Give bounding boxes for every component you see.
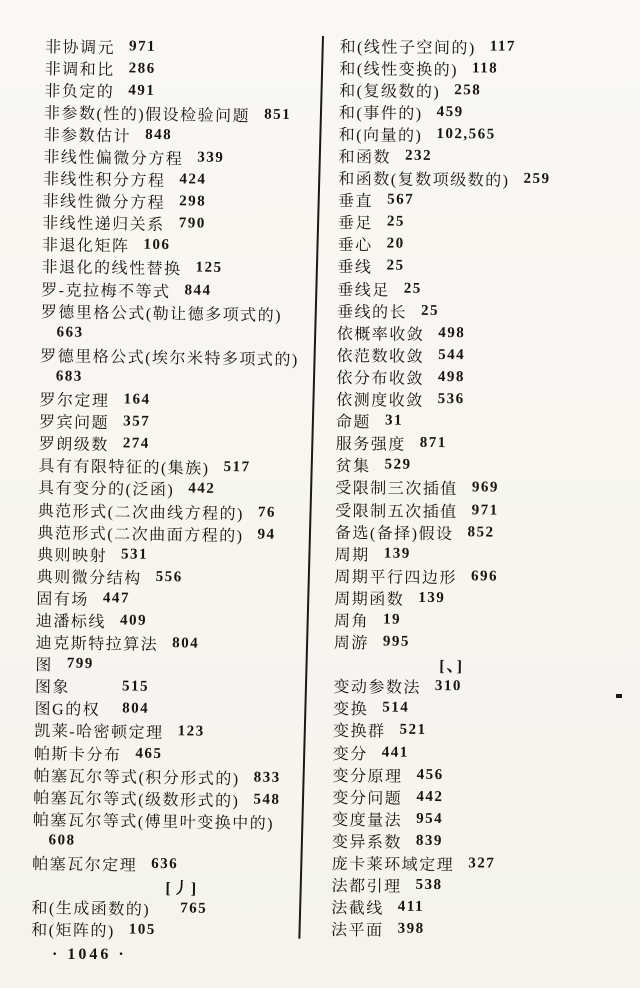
entry-term: 变异系数 [331, 833, 403, 852]
entry-page: 844 [184, 281, 212, 299]
index-entry [335, 520, 623, 545]
entry-term: 周角 [333, 612, 370, 631]
entry-page: 515 [121, 678, 150, 696]
index-entry [40, 343, 320, 369]
entry-term: 法平面 [331, 922, 384, 940]
page-number: · 1046 · [52, 946, 127, 963]
index-entry [41, 299, 321, 325]
entry-term: 非线性微分方程 [42, 193, 166, 213]
entry-page: 871 [419, 435, 447, 452]
entry-term: 罗德里格公式(埃尔米特多项式的) [40, 347, 299, 369]
entry-term: 变分 [332, 745, 368, 763]
entry-term: 垂线足 [337, 281, 390, 300]
entry-term: 非调和比 [44, 60, 115, 79]
entry-page: 765 [180, 900, 208, 917]
entry-page: 696 [470, 568, 499, 585]
entry-term: 和(线性子空间的) [339, 38, 476, 57]
entry-page: 969 [471, 479, 499, 497]
entry-term: 固有场 [36, 590, 89, 609]
entry-term: 和函数 [338, 149, 392, 167]
entry-page: 456 [416, 766, 444, 783]
entry-term: 帕塞瓦尔等式(级数形式的) [33, 789, 240, 810]
entry-term: 命题 [335, 414, 372, 432]
entry-page: 286 [128, 60, 156, 77]
entry-page: 521 [399, 722, 427, 739]
entry-term: 变动参数法 [333, 679, 422, 698]
entry-page: 556 [155, 568, 183, 586]
entry-page: 839 [415, 832, 444, 849]
entry-term: 依测度收敛 [336, 392, 424, 410]
index-entry [331, 918, 619, 943]
entry-term: 迪潘标线 [35, 613, 107, 632]
entry-term: 帕斯卡分布 [33, 745, 122, 764]
index-entry [338, 211, 626, 236]
entry-term: 典范形式(二次曲线方程的) [37, 502, 245, 523]
index-entry [334, 586, 622, 611]
entry-term: 帕塞瓦尔等式(积分形式的) [33, 767, 240, 788]
entry-page: 608 [48, 832, 76, 849]
entry-page: 529 [384, 456, 412, 474]
entry-term: 非负定的 [44, 82, 115, 101]
entry-page: 94 [257, 526, 276, 543]
entry-page: 25 [420, 302, 440, 319]
entry-term: 变换群 [332, 723, 386, 741]
left-column [31, 34, 325, 944]
index-entry [338, 233, 626, 258]
entry-term: 垂直 [338, 193, 374, 211]
entry-term: 罗-克拉梅不等式 [41, 281, 171, 301]
entry-term: 依概率收敛 [336, 325, 425, 344]
entry-term: 非参数(性的)假设检验问题 [43, 104, 251, 126]
entry-page: 833 [253, 769, 281, 786]
entry-term: 罗尔定理 [39, 392, 110, 411]
entry-page: 139 [383, 545, 411, 562]
entry-term: 垂线的长 [336, 303, 408, 322]
entry-term: 备选(备择)假设 [334, 524, 454, 543]
right-column [331, 34, 628, 943]
entry-page: 447 [102, 589, 131, 607]
entry-term: 法都引理 [331, 878, 402, 896]
entry-page: 25 [386, 257, 405, 275]
index-entry [334, 631, 622, 656]
entry-term: 非退化的线性替换 [41, 259, 182, 279]
entry-page: 790 [178, 215, 206, 232]
entry-page: 164 [123, 391, 151, 408]
entry-page: 258 [454, 81, 482, 99]
entry-term: 典范形式(二次曲面方程的) [37, 524, 244, 545]
entry-page: 544 [438, 346, 466, 364]
index-entry [32, 851, 312, 877]
entry-term: 垂心 [337, 237, 373, 255]
entry-term: 和(向量的) [338, 126, 423, 145]
entry-term: 受限制五次插值 [335, 502, 458, 521]
entry-term: 非退化矩阵 [41, 237, 130, 256]
entry-page: 411 [397, 898, 425, 916]
entry-page: 442 [416, 788, 444, 805]
entry-term: 凯莱-哈密顿定理 [34, 723, 164, 743]
entry-page: 498 [437, 368, 465, 386]
entry-term: 垂足 [337, 215, 373, 233]
scan-artifact [616, 694, 622, 698]
entry-page: 536 [437, 391, 465, 408]
entry-page: 804 [172, 635, 200, 652]
entry-page: 531 [120, 546, 149, 563]
entry-term: 图G的权 [34, 701, 101, 720]
entry-term: 贫集 [335, 458, 371, 476]
entry-term: 周游 [333, 635, 369, 653]
entry-page: 139 [418, 589, 446, 606]
entry-page: 636 [151, 855, 179, 873]
entry-page: 424 [179, 171, 207, 188]
entry-term: 受限制三次插值 [335, 480, 458, 499]
entry-page: 274 [122, 435, 150, 453]
entry-page: 663 [56, 324, 84, 341]
entry-page: 683 [55, 368, 83, 385]
entry-term: 帕塞瓦尔定理 [32, 856, 138, 875]
entry-term: 垂线 [337, 259, 373, 277]
entry-page: 971 [128, 37, 157, 55]
entry-term: 非线性积分方程 [42, 171, 166, 191]
entry-page: 954 [416, 810, 444, 827]
entry-page: 465 [135, 745, 163, 762]
entry-page: 459 [436, 103, 464, 121]
entry-term: 帕塞瓦尔等式(傅里叶变换中的) [32, 811, 275, 833]
entry-page: 538 [415, 876, 443, 894]
entry-page: 123 [177, 723, 205, 741]
entry-term: 和(线性变换的) [339, 60, 459, 79]
entry-page: 31 [384, 412, 404, 429]
entry-term: 非参数估计 [43, 127, 132, 146]
entry-term: 具有变分的(泛函) [37, 480, 175, 500]
entry-term: 变换 [333, 701, 369, 719]
entry-term: 图 [35, 657, 53, 675]
entry-page: 105 [128, 921, 156, 939]
entry-page: 498 [438, 324, 466, 342]
entry-page: 491 [128, 82, 156, 99]
entry-page: 310 [434, 678, 463, 695]
entry-term: 变分原理 [332, 767, 403, 786]
entry-term: 罗德里格公式(勒让德多项式的) [40, 303, 283, 325]
entry-page: 804 [122, 700, 150, 718]
entry-page: 232 [404, 147, 433, 164]
entry-page: 517 [223, 459, 251, 476]
entry-page: 106 [143, 237, 171, 254]
entry-page: 514 [382, 699, 410, 717]
entry-term: 和(复级数的) [339, 82, 441, 101]
entry-term: 典则映射 [36, 546, 108, 565]
index-entry [338, 167, 626, 192]
entry-page: 259 [523, 170, 551, 188]
entry-page: 102,565 [436, 125, 496, 143]
entry-page: 441 [381, 744, 409, 761]
entry-page: 125 [195, 259, 223, 277]
index-entry [338, 189, 626, 214]
entry-page: 357 [123, 413, 151, 430]
entry-term: 依分布收敛 [336, 369, 424, 388]
entry-term: 非线性偏微分方程 [43, 149, 184, 169]
entry-page: 852 [467, 523, 495, 541]
entry-term: 周期函数 [334, 590, 405, 609]
entry-term: 图象 [34, 679, 71, 697]
entry-term: 变度量法 [332, 811, 403, 830]
entry-page: 298 [179, 193, 207, 210]
entry-term: 和(事件的) [338, 104, 423, 123]
entry-page: 548 [253, 791, 281, 808]
entry-term: 依范数收敛 [336, 347, 425, 366]
entry-term: 罗朗级数 [38, 436, 109, 455]
entry-page: 19 [383, 611, 402, 628]
entry-page: 971 [471, 501, 499, 519]
entry-page: 848 [145, 126, 173, 144]
entry-page: 117 [489, 38, 517, 55]
index-entry [36, 631, 316, 657]
entry-term: 庞卡莱环域定理 [331, 856, 455, 875]
section-marker: [、] [439, 658, 465, 676]
entry-term: 非协调元 [44, 38, 116, 57]
entry-page: 442 [188, 480, 216, 498]
entry-term: 服务强度 [335, 436, 406, 454]
entry-term: 罗宾问题 [38, 414, 110, 433]
index-entry [31, 918, 311, 944]
index-entry [336, 388, 624, 413]
entry-page: 567 [387, 191, 415, 208]
entry-term: 和(生成函数的) [31, 900, 151, 920]
entry-page: 118 [471, 59, 499, 77]
entry-page: 851 [264, 106, 292, 123]
entry-term: 迪克斯特拉算法 [35, 635, 159, 655]
index-entry [333, 719, 621, 744]
entry-page: 327 [468, 855, 496, 872]
index-entry [336, 432, 624, 457]
entry-page: 409 [119, 612, 148, 629]
index-entry [334, 608, 622, 633]
entry-page: 20 [386, 235, 405, 253]
entry-term: 典则微分结构 [36, 568, 142, 588]
entry-term: 法截线 [331, 900, 384, 918]
entry-term: 和(矩阵的) [31, 922, 115, 941]
entry-page: 76 [257, 504, 277, 521]
entry-term: 非线性递归关系 [42, 215, 165, 235]
entry-term: 周期 [334, 546, 370, 565]
entry-page: 995 [382, 633, 410, 650]
entry-term: 周期平行四边形 [334, 568, 458, 587]
index-entry [33, 807, 313, 833]
entry-page: 398 [397, 920, 425, 938]
entry-term: 变分问题 [332, 789, 403, 808]
index-entry [333, 675, 621, 700]
entry-page: 339 [197, 149, 225, 166]
entry-page: 799 [66, 655, 94, 673]
entry-term: 具有有限特征的(集族) [38, 458, 210, 479]
section-marker: [丿] [165, 880, 199, 898]
entry-page: 25 [386, 213, 405, 230]
entry-term: 和函数(复数项级数的) [338, 171, 510, 190]
entry-page: 25 [403, 280, 422, 297]
